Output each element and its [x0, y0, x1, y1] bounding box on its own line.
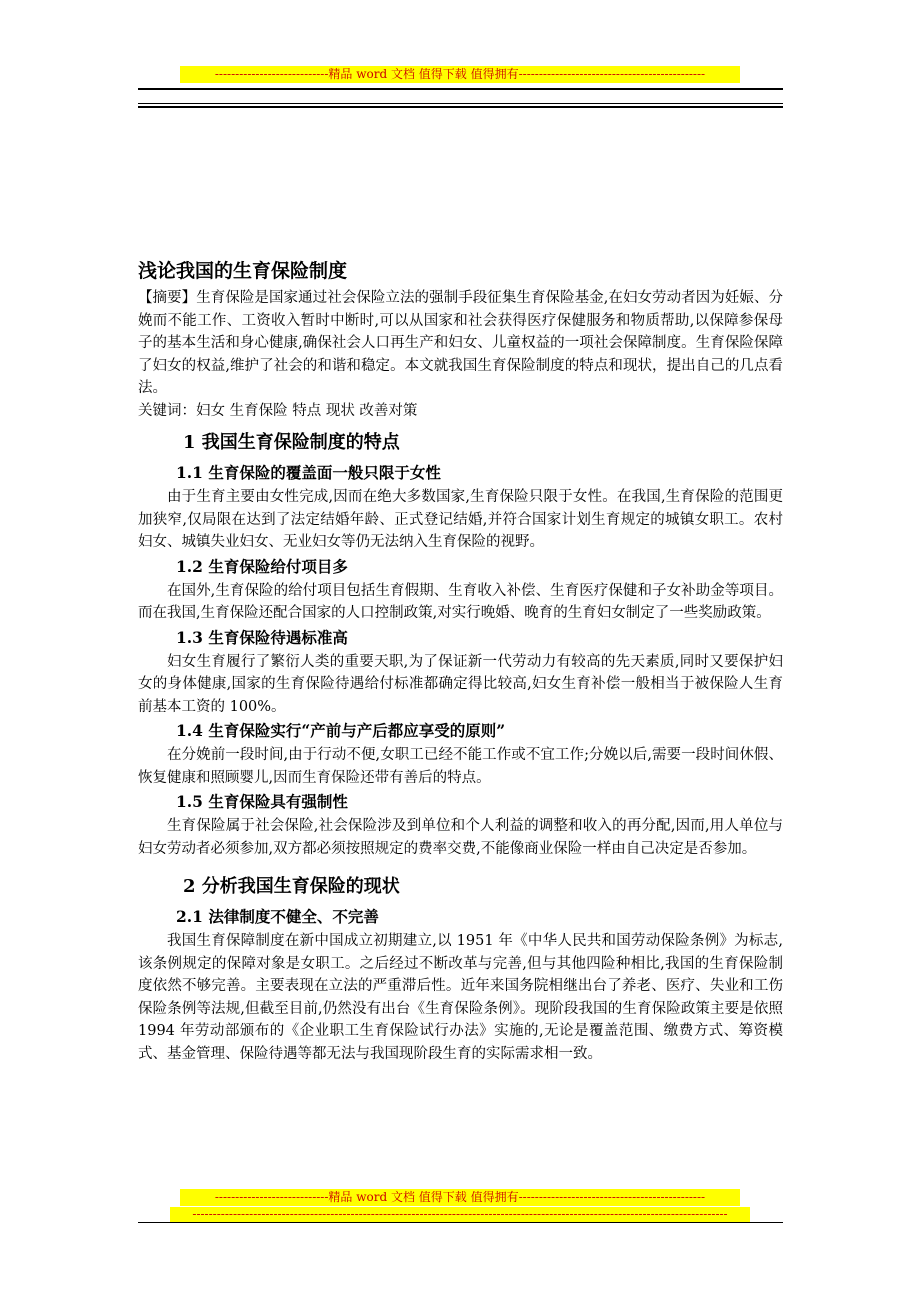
subsection-1-4-heading: 1.4 生育保险实行“产前与产后都应享受的原则”	[176, 721, 506, 740]
subsection-2-1-heading: 2.1 法律制度不健全、不完善	[176, 907, 379, 926]
subsection-1-3-heading: 1.3 生育保险待遇标准高	[176, 627, 348, 647]
subsection-1-5-heading: 1.5 生育保险具有强制性	[176, 792, 348, 811]
subsection-1-1-body: 由于生育主要由女性完成,因而在绝大多数国家,生育保险只限于女性。在我国,生育保险的范围更加狭窄,仅局限在达到了法定结婚年龄、正式登记结婚,并符合国家计划生育规定的城镇女职工。农村妇女、城镇失业妇女、无业妇女等仍无法纳入生育保险的视野。	[138, 489, 783, 550]
subsection-2-1-body: 我国生育保障制度在新中国成立初期建立,以 1951 年《中华人民共和国劳动保险条例》为标志,该条例规定的保障对象是女职工。之后经过不断改革与完善,但与其他四险种相比,我国的生育保险制度依然不够完善。主要表现在立法的严重滞后性。近年来国务院相继出台了养老、医疗、失业和工伤保险条例等法规,但截至目前,仍然没有出台《生育保险条例》。现阶段我国的生育保险政策主要是依照 1994 年劳动部颁布的《企业职工生育保险试行办法》实施的,无论是覆盖范围、缴费方式、筹资模式、基金管理、保险待遇等都无法与我国现阶段生育的实际需求相一致。	[138, 933, 783, 1062]
keywords: 关键词：妇女 生育保险 特点 现状 改善对策	[138, 402, 418, 419]
section-2-heading: 2 分析我国生育保险的现状	[183, 876, 400, 897]
subsection-1-3-body: 妇女生育履行了繁衍人类的重要天职,为了保证新一代劳动力有较高的先天素质,同时又要保护妇女的身体健康,国家的生育保险待遇给付标准都确定得比较高,妇女生育补偿一般相当于被保险人生育前基本工资的 100%。	[138, 653, 783, 715]
abstract: 【摘要】生育保险是国家通过社会保险立法的强制手段征集生育保险基金,在妇女劳动者因为妊娠、分娩而不能工作、工资收入暂时中断时,可以从国家和社会获得医疗保健服务和物质帮助,以保障参保母子的基本生活和身心健康,确保社会人口再生产和妇女、儿童权益的一项社会保障制度。生育保险保障了妇女的权益,维护了社会的和谐和稳定。本文就我国生育保险制度的特点和现状，提出自己的几点看法。	[138, 290, 783, 396]
subsection-1-1-heading: 1.1 生育保险的覆盖面一般只限于女性	[176, 463, 441, 482]
header-rule-double	[138, 106, 783, 108]
footer-rule	[138, 1222, 783, 1223]
document-title: 浅论我国的生育保险制度	[138, 260, 348, 282]
footer-banner: ----------------------------精品 word 文档 值得下载 值得拥有----------------------------------------------	[180, 1189, 740, 1206]
subsection-1-2-heading: 1.2 生育保险给付项目多	[176, 556, 348, 576]
header-rule-thin	[138, 103, 783, 104]
footer-dash-line: ------------------------------------------------------------------------------------------------------------------------------------	[170, 1207, 750, 1222]
subsection-1-4-body: 在分娩前一段时间,由于行动不便,女职工已经不能工作或不宜工作;分娩以后,需要一段时间休假、恢复健康和照顾婴儿,因而生育保险还带有善后的特点。	[138, 747, 783, 786]
section-1-heading: 1 我国生育保险制度的特点	[183, 432, 400, 453]
header-rule-thick	[138, 88, 783, 90]
document-body	[138, 255, 783, 1065]
subsection-1-2-body: 在国外,生育保险的给付项目包括生育假期、生育收入补偿、生育医疗保健和子女补助金等项目。而在我国,生育保险还配合国家的人口控制政策,对实行晚婚、晚育的生育妇女制定了一些奖励政策。	[138, 582, 783, 621]
header-banner: ----------------------------精品 word 文档 值得下载 值得拥有----------------------------------------------	[180, 66, 740, 83]
subsection-1-5-body: 生育保险属于社会保险,社会保险涉及到单位和个人利益的调整和收入的再分配,因而,用人单位与妇女劳动者必须参加,双方都必须按照规定的费率交费,不能像商业保险一样由自己决定是否参加。	[138, 818, 783, 857]
